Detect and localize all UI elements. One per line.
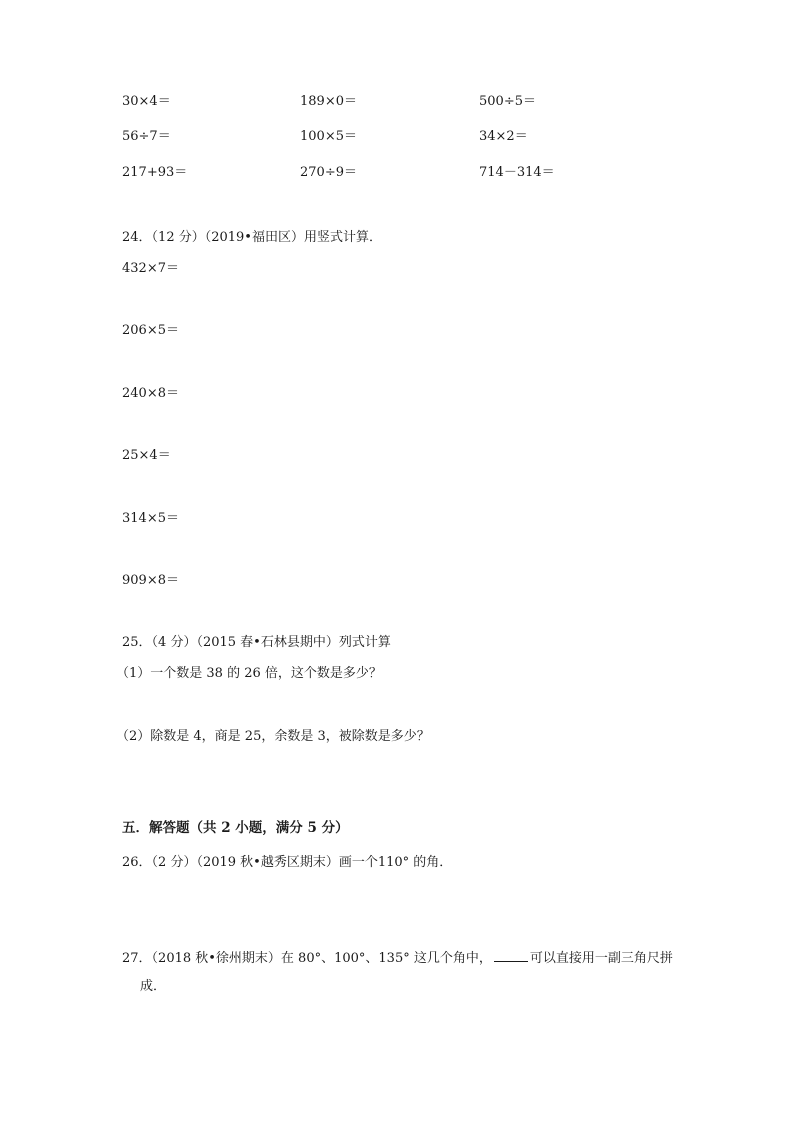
calc-row	[122, 95, 722, 109]
question-24-title: 24．（12 分）（2019•福田区）用竖式计算．	[122, 230, 382, 245]
section-heading: 五．解答题（共 2 小题，满分 5 分）	[122, 820, 349, 836]
calc-item: 100×5＝	[300, 129, 357, 144]
calc-item: 30×4＝	[122, 94, 171, 109]
vertical-calc-item: 206×5＝	[122, 323, 179, 338]
vertical-calc-item: 314×5＝	[122, 511, 179, 526]
question-27-continuation: 成．	[140, 979, 167, 994]
calc-item: 270÷9＝	[300, 165, 357, 180]
question-27	[122, 949, 673, 965]
calc-item: 56÷7＝	[122, 129, 171, 144]
calc-item: 714－314＝	[479, 165, 555, 180]
calc-row	[122, 130, 722, 144]
question-26: 26．（2 分）（2019 秋•越秀区期末）画一个110° 的角．	[122, 855, 453, 870]
calc-item: 189×0＝	[300, 94, 357, 109]
calc-item: 500÷5＝	[479, 94, 536, 109]
question-27-text-after: 可以直接用一副三角尺拼	[529, 951, 673, 966]
vertical-calc-item: 432×7＝	[122, 261, 179, 276]
question-25-sub2: （2）除数是 4，商是 25，余数是 3，被除数是多少？	[116, 729, 430, 744]
question-25-sub1: （1）一个数是 38 的 26 倍，这个数是多少？	[116, 666, 382, 681]
vertical-calc-item: 25×4＝	[122, 448, 171, 463]
vertical-calc-item: 240×8＝	[122, 386, 179, 401]
calc-item: 34×2＝	[479, 129, 528, 144]
vertical-calc-item: 909×8＝	[122, 573, 179, 588]
calc-row	[122, 166, 722, 180]
question-25-title: 25．（4 分）（2015 春•石林县期中）列式计算	[122, 635, 391, 650]
answer-blank[interactable]	[494, 949, 528, 962]
calc-item: 217+93＝	[122, 165, 188, 180]
question-27-text: 27．（2018 秋•徐州期末）在 80°、100°、135° 这几个角中，	[122, 951, 492, 966]
